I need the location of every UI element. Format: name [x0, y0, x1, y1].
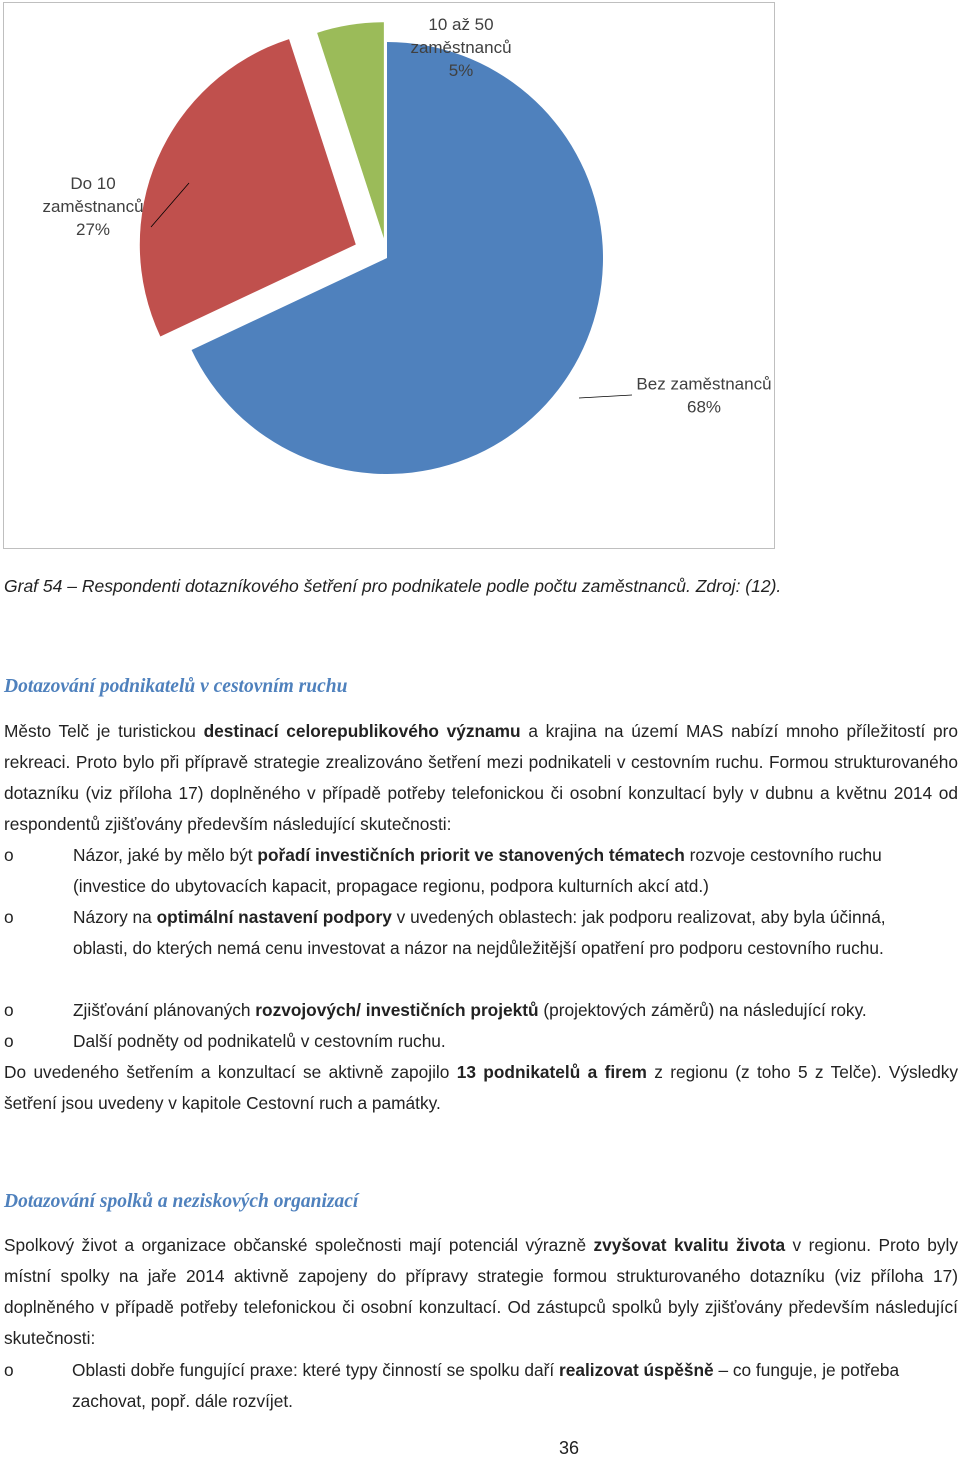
- slice-label: zaměstnanců: [42, 197, 144, 216]
- bullet-mark: o: [4, 1360, 14, 1380]
- bold-text: optimální nastavení podpory: [156, 907, 392, 927]
- page-number: 36: [558, 1438, 580, 1458]
- section-heading-associations: Dotazování spolků a neziskových organizací: [4, 1191, 359, 1212]
- page-number-wrap: [0, 1438, 960, 1459]
- leader-line: [579, 395, 632, 398]
- slice-label: Do 10: [70, 174, 116, 193]
- bullet-mark: o: [4, 907, 14, 927]
- bold-text: destinací celorepublikového významu: [203, 721, 521, 741]
- slice-label: 68%: [686, 397, 722, 417]
- bold-text: 13 podnikatelů a firem: [456, 1062, 647, 1082]
- bullet-mark: o: [4, 1000, 14, 1020]
- bullet-text: Názory na optimální nastavení podpory v uvedených oblastech: jak podporu realizovat, aby byla účinná, oblasti, do kterých nemá cenu investovat a názor na nejdůležitější opatření pro podporu cestovního ruchu.: [73, 907, 886, 958]
- bold-text: rozvojových/ investičních projektů: [255, 1000, 539, 1020]
- section1-paragraph-2: Do uvedeného šetřením a konzultací se aktivně zapojilo 13 podnikatelů a firem z regionu (z toho 5 z Telče). Výsledky šetření jsou uvedeny v kapitole Cestovní ruch a památky.: [4, 1062, 959, 1113]
- slice-label: 10 až 50: [428, 15, 494, 34]
- bullet-text: Zjišťování plánovaných rozvojových/ investičních projektů (projektových záměrů) na následující roky.: [73, 1000, 867, 1020]
- slice-label: 27%: [75, 220, 111, 239]
- section2-paragraph-1: Spolkový život a organizace občanské společnosti mají potenciál výrazně zvyšovat kvalitu života v regionu. Proto byly místní spolky na jaře 2014 aktivně zapojeny do přípravy strategie formou strukturovaného dotazníku (viz příloha 17) doplněného v případě potřeby telefonickou či osobní konzultací. Od zástupců spolků byly zjišťovány především následující skutečnosti:: [4, 1235, 958, 1348]
- bullet-text: Další podněty od podnikatelů v cestovním ruchu.: [73, 1031, 446, 1051]
- section-heading-businesses: Dotazování podnikatelů v cestovním ruchu: [4, 676, 348, 697]
- figure-caption: Graf 54 – Respondenti dotazníkového šetření pro podnikatele podle počtu zaměstnanců. Zdroj: (12).: [4, 576, 782, 596]
- slice-label: Bez zaměstnanců: [636, 374, 772, 394]
- bullet-mark: o: [4, 1031, 14, 1051]
- bold-text: realizovat úspěšně: [559, 1360, 714, 1380]
- bullet-text: Oblasti dobře fungující praxe: které typy činností se spolku daří realizovat úspěšně – co funguje, je potřeba zachovat, popř. dále rozvíjet.: [72, 1360, 900, 1411]
- slice-label: 5%: [448, 61, 474, 80]
- section1-paragraph-1: Město Telč je turistickou destinací celorepublikového významu a krajina na území MAS nabízí mnoho příležitostí pro rekreaci. Proto bylo při přípravě strategie zrealizováno šetření mezi podnikateli v cestovním ruchu. Formou strukturovaného dotazníku (viz příloha 17) doplněného v případě potřeby telefonickou či osobní konzultací byly v dubnu a květnu 2014 od respondentů zjišťovány především následující skutečnosti:: [4, 721, 958, 834]
- slice-label: zaměstnanců: [410, 38, 512, 57]
- bullet-text: Názor, jaké by mělo být pořadí investičních priorit ve stanovených tématech rozvoje cestovního ruchu (investice do ubytovacích kapacit, propagace regionu, podpora kulturních akcí atd.): [73, 845, 882, 896]
- bold-text: pořadí investičních priorit ve stanovených tématech: [257, 845, 685, 865]
- bold-text: zvyšovat kvalitu života: [593, 1235, 786, 1255]
- pie-chart-svg: [4, 3, 776, 550]
- bullet-mark: o: [4, 845, 14, 865]
- pie-chart: [3, 2, 775, 549]
